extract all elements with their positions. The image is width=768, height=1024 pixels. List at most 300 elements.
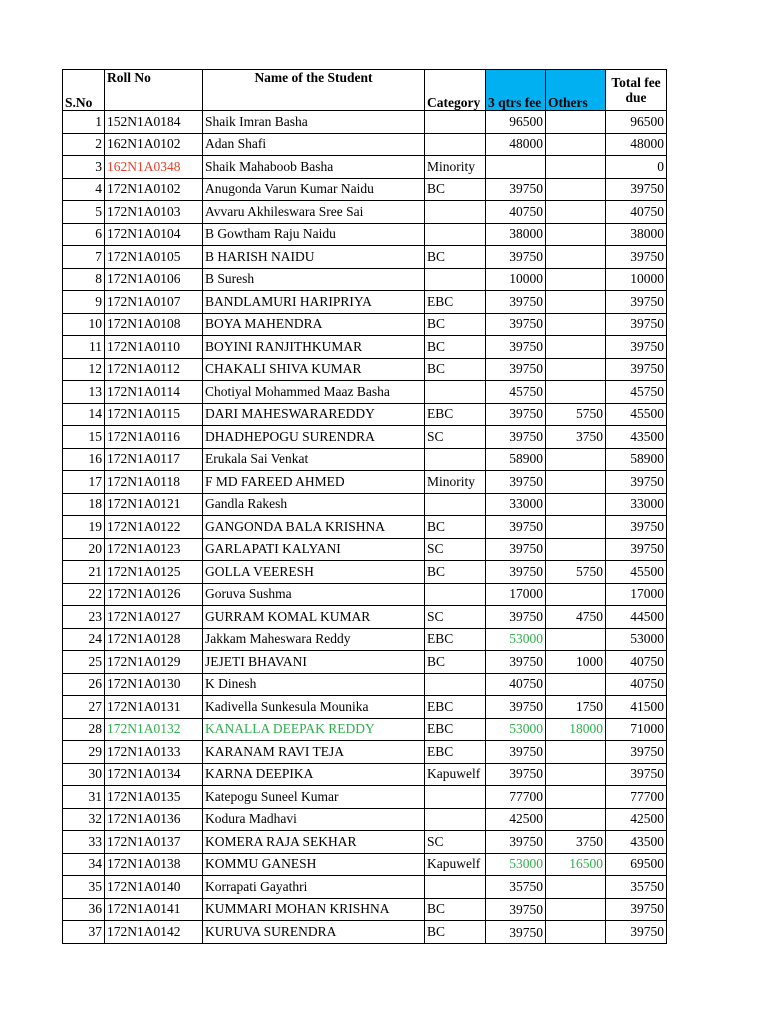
cell-3qtrs-fee[interactable]: 17000 (486, 583, 546, 606)
cell-student-name[interactable]: B HARISH NAIDU (203, 246, 425, 269)
cell-total-fee-due[interactable]: 39750 (606, 763, 667, 786)
cell-total-fee-due[interactable]: 39750 (606, 178, 667, 201)
cell-category[interactable]: Kapuwelf (425, 763, 486, 786)
cell-others[interactable] (546, 741, 606, 764)
cell-others[interactable] (546, 133, 606, 156)
cell-3qtrs-fee[interactable]: 53000 (486, 628, 546, 651)
cell-total-fee-due[interactable]: 71000 (606, 718, 667, 741)
cell-others[interactable] (546, 898, 606, 921)
cell-3qtrs-fee[interactable]: 39750 (486, 178, 546, 201)
table-row (63, 921, 667, 944)
cell-others[interactable]: 3750 (546, 426, 606, 449)
cell-category[interactable]: Kapuwelf (425, 853, 486, 876)
cell-roll-no[interactable]: 172N1A0135 (105, 786, 203, 809)
cell-category[interactable] (425, 786, 486, 809)
cell-total-fee-due[interactable]: 39750 (606, 358, 667, 381)
cell-3qtrs-fee[interactable]: 40750 (486, 673, 546, 696)
cell-category[interactable] (425, 223, 486, 246)
cell-total-fee-due[interactable]: 43500 (606, 426, 667, 449)
cell-total-fee-due[interactable]: 45500 (606, 403, 667, 426)
cell-total-fee-due[interactable]: 48000 (606, 133, 667, 156)
cell-sno[interactable]: 36 (63, 898, 105, 921)
cell-sno[interactable]: 19 (63, 516, 105, 539)
cell-others[interactable] (546, 223, 606, 246)
cell-total-fee-due[interactable]: 39750 (606, 471, 667, 494)
cell-sno[interactable]: 17 (63, 471, 105, 494)
cell-roll-no[interactable]: 172N1A0105 (105, 246, 203, 269)
cell-3qtrs-fee[interactable]: 35750 (486, 876, 546, 899)
cell-student-name[interactable]: Chotiyal Mohammed Maaz Basha (203, 381, 425, 404)
cell-student-name[interactable]: Kadivella Sunkesula Mounika (203, 696, 425, 719)
cell-others[interactable] (546, 876, 606, 899)
cell-total-fee-due[interactable]: 39750 (606, 291, 667, 314)
cell-roll-no[interactable]: 172N1A0107 (105, 291, 203, 314)
cell-category[interactable]: SC (425, 606, 486, 629)
cell-sno[interactable]: 28 (63, 718, 105, 741)
cell-3qtrs-fee[interactable]: 45750 (486, 381, 546, 404)
cell-others[interactable]: 3750 (546, 831, 606, 854)
table-row (63, 538, 667, 561)
cell-sno[interactable]: 8 (63, 268, 105, 291)
cell-3qtrs-fee[interactable]: 40750 (486, 201, 546, 224)
cell-category[interactable]: SC (425, 538, 486, 561)
cell-student-name[interactable]: Shaik Mahaboob Basha (203, 156, 425, 179)
cell-student-name[interactable]: KUMMARI MOHAN KRISHNA (203, 898, 425, 921)
cell-roll-no[interactable]: 172N1A0140 (105, 876, 203, 899)
cell-3qtrs-fee[interactable]: 39750 (486, 516, 546, 539)
cell-sno[interactable]: 18 (63, 493, 105, 516)
cell-roll-no[interactable]: 172N1A0134 (105, 763, 203, 786)
cell-sno[interactable]: 15 (63, 426, 105, 449)
cell-others[interactable]: 1000 (546, 651, 606, 674)
cell-roll-no[interactable]: 172N1A0125 (105, 561, 203, 584)
cell-category[interactable] (425, 583, 486, 606)
cell-student-name[interactable]: Kodura Madhavi (203, 808, 425, 831)
cell-3qtrs-fee[interactable]: 39750 (486, 336, 546, 359)
cell-3qtrs-fee[interactable]: 39750 (486, 471, 546, 494)
cell-student-name[interactable]: BOYA MAHENDRA (203, 313, 425, 336)
header-row (63, 70, 667, 111)
cell-student-name[interactable]: B Gowtham Raju Naidu (203, 223, 425, 246)
cell-3qtrs-fee[interactable]: 39750 (486, 898, 546, 921)
cell-others[interactable] (546, 763, 606, 786)
cell-student-name[interactable]: KOMMU GANESH (203, 853, 425, 876)
header-roll-no[interactable]: Roll No (105, 70, 203, 111)
cell-sno[interactable]: 37 (63, 921, 105, 944)
cell-roll-no[interactable]: 172N1A0133 (105, 741, 203, 764)
cell-category[interactable]: SC (425, 426, 486, 449)
cell-3qtrs-fee[interactable]: 77700 (486, 786, 546, 809)
cell-sno[interactable]: 25 (63, 651, 105, 674)
cell-others[interactable] (546, 786, 606, 809)
cell-sno[interactable]: 24 (63, 628, 105, 651)
cell-total-fee-due[interactable]: 17000 (606, 583, 667, 606)
table-row (63, 628, 667, 651)
cell-category[interactable]: Minority (425, 156, 486, 179)
cell-roll-no[interactable]: 172N1A0128 (105, 628, 203, 651)
header-sno[interactable]: S.No (63, 70, 105, 111)
cell-student-name[interactable]: K Dinesh (203, 673, 425, 696)
cell-roll-no[interactable]: 172N1A0122 (105, 516, 203, 539)
header-others[interactable] (546, 70, 606, 111)
cell-roll-no[interactable]: 172N1A0142 (105, 921, 203, 944)
cell-student-name[interactable]: GURRAM KOMAL KUMAR (203, 606, 425, 629)
cell-total-fee-due[interactable]: 40750 (606, 673, 667, 696)
cell-others[interactable] (546, 583, 606, 606)
table-row (63, 786, 667, 809)
cell-roll-no[interactable]: 172N1A0141 (105, 898, 203, 921)
cell-student-name[interactable]: Shaik Imran Basha (203, 111, 425, 134)
cell-total-fee-due[interactable]: 39750 (606, 921, 667, 944)
cell-others[interactable] (546, 313, 606, 336)
cell-category[interactable] (425, 673, 486, 696)
header-student-name[interactable]: Name of the Student (203, 70, 425, 111)
cell-total-fee-due[interactable]: 39750 (606, 538, 667, 561)
cell-sno[interactable]: 6 (63, 223, 105, 246)
cell-roll-no[interactable]: 162N1A0102 (105, 133, 203, 156)
cell-sno[interactable]: 33 (63, 831, 105, 854)
cell-category[interactable]: EBC (425, 696, 486, 719)
table-row (63, 831, 667, 854)
cell-3qtrs-fee[interactable]: 39750 (486, 291, 546, 314)
cell-category[interactable]: EBC (425, 403, 486, 426)
cell-category[interactable]: EBC (425, 291, 486, 314)
cell-roll-no[interactable]: 172N1A0118 (105, 471, 203, 494)
header-others-label: Others (548, 95, 588, 110)
cell-student-name[interactable]: BANDLAMURI HARIPRIYA (203, 291, 425, 314)
cell-category[interactable] (425, 381, 486, 404)
table-row (63, 516, 667, 539)
cell-student-name[interactable]: Katepogu Suneel Kumar (203, 786, 425, 809)
cell-roll-no[interactable]: 172N1A0132 (105, 718, 203, 741)
cell-student-name[interactable]: KARNA DEEPIKA (203, 763, 425, 786)
cell-others[interactable]: 18000 (546, 718, 606, 741)
table-row (63, 853, 667, 876)
cell-roll-no[interactable]: 172N1A0115 (105, 403, 203, 426)
cell-category[interactable] (425, 201, 486, 224)
table-row (63, 583, 667, 606)
cell-sno[interactable]: 22 (63, 583, 105, 606)
cell-others[interactable] (546, 628, 606, 651)
cell-others[interactable] (546, 516, 606, 539)
cell-3qtrs-fee[interactable]: 38000 (486, 223, 546, 246)
cell-category[interactable]: BC (425, 336, 486, 359)
cell-roll-no[interactable]: 172N1A0106 (105, 268, 203, 291)
cell-roll-no[interactable]: 172N1A0112 (105, 358, 203, 381)
cell-3qtrs-fee[interactable]: 53000 (486, 853, 546, 876)
cell-category[interactable]: BC (425, 561, 486, 584)
cell-student-name[interactable]: DHADHEPOGU SURENDRA (203, 426, 425, 449)
cell-sno[interactable]: 3 (63, 156, 105, 179)
cell-sno[interactable]: 27 (63, 696, 105, 719)
header-3qtrs-fee[interactable] (486, 70, 546, 111)
cell-others[interactable] (546, 178, 606, 201)
table-row (63, 808, 667, 831)
cell-total-fee-due[interactable]: 40750 (606, 651, 667, 674)
cell-3qtrs-fee[interactable]: 39750 (486, 358, 546, 381)
cell-category[interactable]: BC (425, 516, 486, 539)
table-row (63, 133, 667, 156)
cell-roll-no[interactable]: 162N1A0348 (105, 156, 203, 179)
cell-student-name[interactable]: Anugonda Varun Kumar Naidu (203, 178, 425, 201)
cell-others[interactable]: 5750 (546, 403, 606, 426)
table-row (63, 336, 667, 359)
cell-3qtrs-fee[interactable]: 39750 (486, 426, 546, 449)
cell-others[interactable] (546, 291, 606, 314)
table-row (63, 426, 667, 449)
header-category[interactable]: Category (425, 70, 486, 111)
cell-others[interactable] (546, 246, 606, 269)
cell-student-name[interactable]: DARI MAHESWARAREDDY (203, 403, 425, 426)
cell-category[interactable] (425, 133, 486, 156)
cell-total-fee-due[interactable]: 44500 (606, 606, 667, 629)
table-row (63, 156, 667, 179)
cell-total-fee-due[interactable]: 39750 (606, 246, 667, 269)
cell-3qtrs-fee[interactable]: 39750 (486, 606, 546, 629)
cell-sno[interactable]: 32 (63, 808, 105, 831)
cell-3qtrs-fee[interactable]: 39750 (486, 741, 546, 764)
cell-student-name[interactable]: BOYINI RANJITHKUMAR (203, 336, 425, 359)
cell-category[interactable]: BC (425, 898, 486, 921)
cell-student-name[interactable]: F MD FAREED AHMED (203, 471, 425, 494)
cell-category[interactable]: BC (425, 358, 486, 381)
table-body (63, 111, 667, 944)
cell-3qtrs-fee[interactable]: 39750 (486, 696, 546, 719)
cell-others[interactable]: 1750 (546, 696, 606, 719)
cell-roll-no[interactable]: 172N1A0123 (105, 538, 203, 561)
cell-student-name[interactable]: Goruva Sushma (203, 583, 425, 606)
table-row (63, 876, 667, 899)
cell-student-name[interactable]: Erukala Sai Venkat (203, 448, 425, 471)
cell-others[interactable] (546, 201, 606, 224)
cell-student-name[interactable]: B Suresh (203, 268, 425, 291)
cell-total-fee-due[interactable]: 39750 (606, 741, 667, 764)
cell-category[interactable]: BC (425, 313, 486, 336)
header-3qtrs-fee-label: 3 qtrs fee (488, 95, 542, 110)
cell-sno[interactable]: 29 (63, 741, 105, 764)
cell-total-fee-due[interactable]: 96500 (606, 111, 667, 134)
cell-others[interactable] (546, 358, 606, 381)
cell-total-fee-due[interactable]: 58900 (606, 448, 667, 471)
cell-total-fee-due[interactable]: 53000 (606, 628, 667, 651)
cell-total-fee-due[interactable]: 69500 (606, 853, 667, 876)
cell-sno[interactable]: 21 (63, 561, 105, 584)
cell-others[interactable] (546, 448, 606, 471)
cell-category[interactable]: BC (425, 921, 486, 944)
cell-total-fee-due[interactable]: 39750 (606, 336, 667, 359)
cell-roll-no[interactable]: 172N1A0104 (105, 223, 203, 246)
cell-3qtrs-fee[interactable]: 53000 (486, 718, 546, 741)
cell-others[interactable] (546, 336, 606, 359)
cell-roll-no[interactable]: 172N1A0108 (105, 313, 203, 336)
cell-roll-no[interactable]: 172N1A0138 (105, 853, 203, 876)
header-total-fee-due[interactable]: Total fee due (606, 70, 667, 111)
cell-others[interactable]: 4750 (546, 606, 606, 629)
cell-total-fee-due[interactable]: 33000 (606, 493, 667, 516)
cell-roll-no[interactable]: 152N1A0184 (105, 111, 203, 134)
cell-total-fee-due[interactable]: 0 (606, 156, 667, 179)
cell-category[interactable]: SC (425, 831, 486, 854)
cell-total-fee-due[interactable]: 43500 (606, 831, 667, 854)
table-row (63, 201, 667, 224)
cell-roll-no[interactable]: 172N1A0121 (105, 493, 203, 516)
cell-roll-no[interactable]: 172N1A0102 (105, 178, 203, 201)
cell-roll-no[interactable]: 172N1A0116 (105, 426, 203, 449)
cell-student-name[interactable]: KOMERA RAJA SEKHAR (203, 831, 425, 854)
cell-total-fee-due[interactable]: 39750 (606, 516, 667, 539)
cell-total-fee-due[interactable]: 45500 (606, 561, 667, 584)
table-row (63, 471, 667, 494)
cell-others[interactable] (546, 381, 606, 404)
table-row (63, 403, 667, 426)
cell-others[interactable]: 5750 (546, 561, 606, 584)
cell-student-name[interactable]: KANALLA DEEPAK REDDY (203, 718, 425, 741)
cell-3qtrs-fee[interactable]: 39750 (486, 403, 546, 426)
cell-roll-no[interactable]: 172N1A0137 (105, 831, 203, 854)
cell-total-fee-due[interactable]: 41500 (606, 696, 667, 719)
cell-others[interactable] (546, 493, 606, 516)
cell-3qtrs-fee[interactable] (486, 156, 546, 179)
cell-sno[interactable]: 30 (63, 763, 105, 786)
cell-student-name[interactable]: Jakkam Maheswara Reddy (203, 628, 425, 651)
table-row (63, 763, 667, 786)
cell-student-name[interactable]: Avvaru Akhileswara Sree Sai (203, 201, 425, 224)
cell-sno[interactable]: 26 (63, 673, 105, 696)
cell-category[interactable]: BC (425, 178, 486, 201)
cell-total-fee-due[interactable]: 35750 (606, 876, 667, 899)
cell-others[interactable] (546, 111, 606, 134)
cell-3qtrs-fee[interactable]: 42500 (486, 808, 546, 831)
cell-3qtrs-fee[interactable]: 39750 (486, 538, 546, 561)
cell-category[interactable] (425, 493, 486, 516)
cell-student-name[interactable]: Gandla Rakesh (203, 493, 425, 516)
cell-others[interactable] (546, 538, 606, 561)
cell-sno[interactable]: 31 (63, 786, 105, 809)
cell-roll-no[interactable]: 172N1A0127 (105, 606, 203, 629)
table-row (63, 561, 667, 584)
cell-sno[interactable]: 14 (63, 403, 105, 426)
cell-total-fee-due[interactable]: 38000 (606, 223, 667, 246)
cell-sno[interactable]: 9 (63, 291, 105, 314)
cell-sno[interactable]: 1 (63, 111, 105, 134)
cell-roll-no[interactable]: 172N1A0103 (105, 201, 203, 224)
cell-sno[interactable]: 4 (63, 178, 105, 201)
table-row (63, 898, 667, 921)
cell-3qtrs-fee[interactable]: 39750 (486, 651, 546, 674)
table-row (63, 651, 667, 674)
cell-student-name[interactable]: GOLLA VEERESH (203, 561, 425, 584)
cell-others[interactable] (546, 471, 606, 494)
cell-category[interactable]: EBC (425, 718, 486, 741)
cell-student-name[interactable]: GANGONDA BALA KRISHNA (203, 516, 425, 539)
cell-roll-no[interactable]: 172N1A0117 (105, 448, 203, 471)
cell-sno[interactable]: 23 (63, 606, 105, 629)
cell-sno[interactable]: 16 (63, 448, 105, 471)
cell-total-fee-due[interactable]: 40750 (606, 201, 667, 224)
fee-due-table (62, 69, 667, 944)
table-row (63, 606, 667, 629)
cell-student-name[interactable]: JEJETI BHAVANI (203, 651, 425, 674)
cell-student-name[interactable]: KURUVA SURENDRA (203, 921, 425, 944)
cell-sno[interactable]: 7 (63, 246, 105, 269)
cell-total-fee-due[interactable]: 10000 (606, 268, 667, 291)
cell-category[interactable] (425, 111, 486, 134)
cell-3qtrs-fee[interactable]: 33000 (486, 493, 546, 516)
cell-others[interactable]: 16500 (546, 853, 606, 876)
cell-roll-no[interactable]: 172N1A0136 (105, 808, 203, 831)
cell-3qtrs-fee[interactable]: 39750 (486, 763, 546, 786)
cell-sno[interactable]: 12 (63, 358, 105, 381)
cell-category[interactable]: Minority (425, 471, 486, 494)
cell-category[interactable]: EBC (425, 628, 486, 651)
cell-sno[interactable]: 35 (63, 876, 105, 899)
cell-student-name[interactable]: Adan Shafi (203, 133, 425, 156)
cell-sno[interactable]: 2 (63, 133, 105, 156)
cell-student-name[interactable]: Korrapati Gayathri (203, 876, 425, 899)
cell-roll-no[interactable]: 172N1A0114 (105, 381, 203, 404)
table-row (63, 268, 667, 291)
cell-category[interactable] (425, 808, 486, 831)
cell-sno[interactable]: 10 (63, 313, 105, 336)
cell-total-fee-due[interactable]: 77700 (606, 786, 667, 809)
cell-roll-no[interactable]: 172N1A0131 (105, 696, 203, 719)
table-row (63, 178, 667, 201)
cell-3qtrs-fee[interactable]: 10000 (486, 268, 546, 291)
cell-others[interactable] (546, 808, 606, 831)
cell-roll-no[interactable]: 172N1A0130 (105, 673, 203, 696)
cell-category[interactable]: BC (425, 246, 486, 269)
table-row (63, 448, 667, 471)
cell-roll-no[interactable]: 172N1A0129 (105, 651, 203, 674)
cell-3qtrs-fee[interactable]: 39750 (486, 921, 546, 944)
cell-3qtrs-fee[interactable]: 39750 (486, 313, 546, 336)
cell-category[interactable]: BC (425, 651, 486, 674)
cell-3qtrs-fee[interactable]: 39750 (486, 561, 546, 584)
table-row (63, 358, 667, 381)
cell-others[interactable] (546, 673, 606, 696)
cell-total-fee-due[interactable]: 45750 (606, 381, 667, 404)
cell-student-name[interactable]: CHAKALI SHIVA KUMAR (203, 358, 425, 381)
cell-others[interactable] (546, 921, 606, 944)
cell-sno[interactable]: 11 (63, 336, 105, 359)
cell-3qtrs-fee[interactable]: 96500 (486, 111, 546, 134)
cell-sno[interactable]: 34 (63, 853, 105, 876)
cell-3qtrs-fee[interactable]: 39750 (486, 831, 546, 854)
cell-student-name[interactable]: KARANAM RAVI TEJA (203, 741, 425, 764)
cell-3qtrs-fee[interactable]: 39750 (486, 246, 546, 269)
cell-sno[interactable]: 20 (63, 538, 105, 561)
table-row (63, 718, 667, 741)
cell-category[interactable] (425, 448, 486, 471)
cell-others[interactable] (546, 156, 606, 179)
cell-sno[interactable]: 5 (63, 201, 105, 224)
cell-category[interactable] (425, 268, 486, 291)
cell-sno[interactable]: 13 (63, 381, 105, 404)
table-row (63, 246, 667, 269)
cell-category[interactable] (425, 876, 486, 899)
cell-3qtrs-fee[interactable]: 48000 (486, 133, 546, 156)
cell-3qtrs-fee[interactable]: 58900 (486, 448, 546, 471)
cell-student-name[interactable]: GARLAPATI KALYANI (203, 538, 425, 561)
cell-total-fee-due[interactable]: 42500 (606, 808, 667, 831)
table-row (63, 673, 667, 696)
cell-total-fee-due[interactable]: 39750 (606, 898, 667, 921)
cell-category[interactable]: EBC (425, 741, 486, 764)
cell-others[interactable] (546, 268, 606, 291)
cell-roll-no[interactable]: 172N1A0126 (105, 583, 203, 606)
cell-total-fee-due[interactable]: 39750 (606, 313, 667, 336)
cell-roll-no[interactable]: 172N1A0110 (105, 336, 203, 359)
